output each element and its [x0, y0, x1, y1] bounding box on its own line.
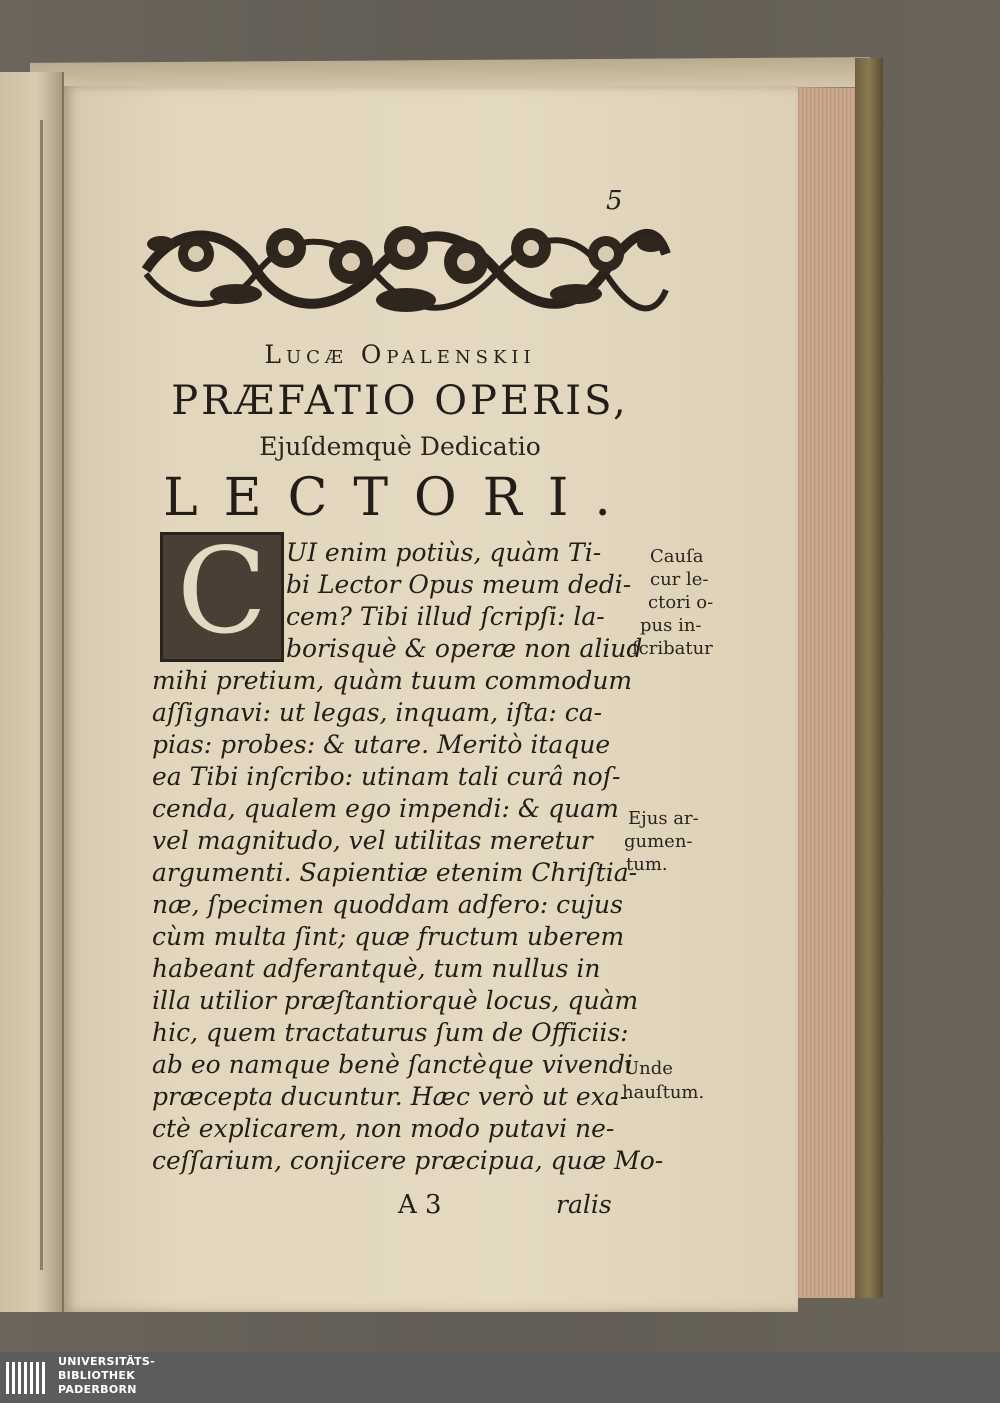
body-line: ceſſarium, conjicere præcipua, quæ Mo- [152, 1146, 664, 1175]
body-line: hic, quem tractaturus ſum de Officiis: [152, 1018, 629, 1047]
body-line: aſſignavi: ut legas, inquam, iſta: ca- [152, 698, 603, 727]
body-line: mihi pretium, quàm tuum commodum [152, 666, 633, 695]
page-edges [796, 88, 858, 1298]
body-line: pias: probes: & utare. Meritò itaque [152, 730, 611, 759]
body-line: borisquè & operæ non aliud [286, 634, 643, 663]
library-name-line: PADERBORN [58, 1383, 137, 1396]
author-heading: Lucæ Opalenskii [264, 340, 536, 369]
margin-note-line: Unde [624, 1058, 673, 1079]
body-line: ab eo namque benè ſanctèque vivendi [152, 1050, 633, 1079]
page-number: 5 [606, 186, 623, 216]
body-line: UI enim potiùs, quàm Ti- [286, 538, 602, 567]
signature-mark: A 3 [398, 1190, 442, 1220]
title-heading: PRÆFATIO OPERIS, [171, 378, 629, 424]
margin-note-line: Ejus ar- [628, 808, 699, 829]
left-page-edge [0, 72, 64, 1312]
body-line: præcepta ducuntur. Hæc verò ut exa- [152, 1082, 629, 1111]
margin-note-line: Cauſa [650, 546, 704, 567]
body-line: habeant adferantquè, tum nullus in [152, 954, 601, 983]
library-footer [0, 1352, 1000, 1403]
body-line: cenda, qualem ego impendi: & quam [152, 794, 619, 823]
body-line: vel magnitudo, vel utilitas meretur [152, 826, 593, 855]
body-line: illa utilior præſtantiorquè locus, quàm [152, 986, 639, 1015]
library-name [58, 1355, 155, 1397]
margin-note-line: ſcribatur [632, 638, 713, 659]
margin-note-line: hauſtum. [622, 1082, 705, 1103]
subtitle-heading: Ejuſdemquè Dedicatio [259, 432, 541, 461]
margin-note-line: pus in- [640, 615, 702, 636]
catchword: ralis [556, 1190, 612, 1219]
gutter [40, 120, 43, 1270]
body-line: ea Tibi inſcribo: utinam tali curâ noſ- [152, 762, 621, 791]
body-line: bi Lector Opus meum dedi- [286, 570, 632, 599]
dedication-heading: LECTORI. [163, 468, 637, 528]
margin-note-line: tum. [626, 854, 668, 875]
library-name-line: BIBLIOTHEK [58, 1369, 136, 1382]
library-logo-icon [6, 1360, 54, 1396]
book-cover [855, 58, 883, 1298]
margin-note-line: gumen- [624, 831, 693, 852]
margin-note-line: cur le- [650, 569, 709, 590]
body-line: cùm multa ſint; quæ fructum uberem [152, 922, 625, 951]
initial-letter: C [176, 522, 268, 660]
body-line: næ, ſpecimen quoddam adfero: cujus [152, 890, 623, 919]
margin-note-line: ctori o- [648, 592, 714, 613]
library-name-line: UNIVERSITÄTS- [58, 1355, 155, 1368]
decorated-initial [160, 522, 284, 662]
body-line: cem? Tibi illud ſcripſi: la- [286, 602, 605, 631]
floral-ornament-icon [136, 214, 674, 326]
body-line: ctè explicarem, non modo putavi ne- [152, 1114, 615, 1143]
body-line: argumenti. Sapientiæ etenim Chriſtia- [152, 858, 638, 887]
